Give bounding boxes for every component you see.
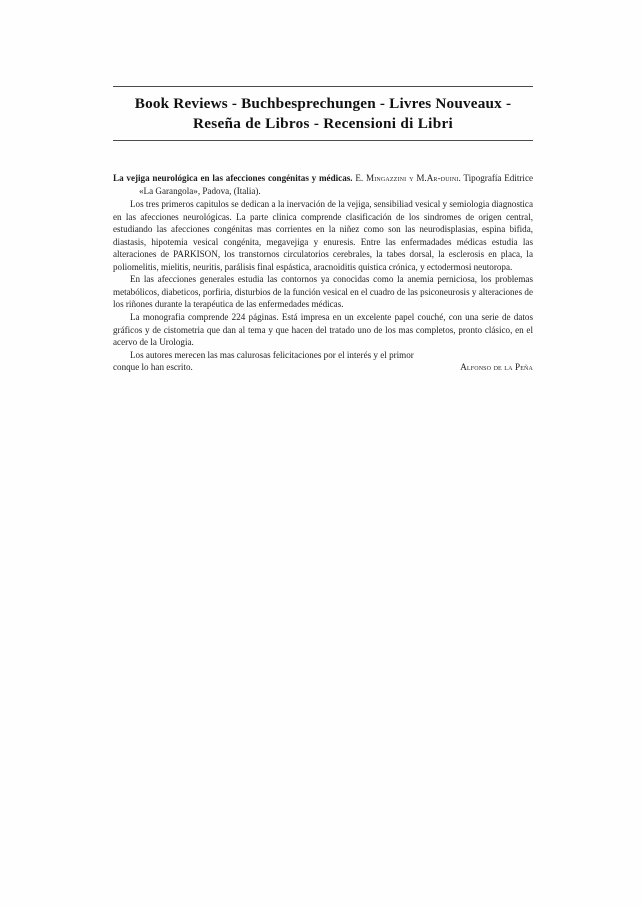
author-prefix: E. xyxy=(355,173,364,183)
page-title xyxy=(113,87,533,137)
masthead-line-1: Book Reviews - Buchbesprechungen - Livres Nouveaux - xyxy=(134,95,512,112)
masthead-line-2: Reseña de Libros - Recensioni di Libri xyxy=(192,114,454,132)
review-paragraph: La monografia comprende 224 páginas. Está impresa en un excelente papel couché, con una serie de datos gráficos y de cistometria que dan al tema y que hacen del tratado uno de los mas completos, pronto clásico, en el acervo de la Urologia. xyxy=(113,312,533,348)
review-closing-paragraph: Los autores merecen las mas calurosas felicitaciones por el interés y el primor xyxy=(130,349,414,360)
publisher-imprint: . Tipografía Editrice «La Garangola», Padova, (Italia). xyxy=(139,173,534,196)
header-rule-bottom xyxy=(113,140,533,141)
header-rule-top xyxy=(113,86,533,87)
author-conjunction: y xyxy=(409,173,414,183)
book-review-article xyxy=(113,172,533,374)
author-middle: M. xyxy=(416,173,427,183)
closing-line-with-signature xyxy=(113,361,533,374)
bibliographic-entry xyxy=(113,172,533,197)
author-name-2: Ar-duini xyxy=(426,173,459,183)
author-name-1: Mingazzini xyxy=(366,173,407,183)
page-content xyxy=(113,86,533,374)
review-paragraph: En las afecciones generales estudia las contornos ya conocidas como la anemia perniciosa, los problemas metabólicos, diabeticos, porfiria, disturbios de la función vesical en el cuadro de las psiconeurosis y alteraciones de los riñones durante la terapéutica de las enfermedades médicas. xyxy=(113,274,533,310)
review-paragraph: Los tres primeros capitulos se dedican a la inervación de la vejiga, sensibiliad vesical y semiologia diagnostica en las afecciones neurológicas. La parte clinica comprende clasificación de los sindromes de origen central, estudiando las afecciones congénitas mas corrientes en la niñez como son las neurodisplasias, espina bifida, diastasis, hipotemia vesical congénita, megavejiga y enuresis. Entre las enfermadades médicas estudia las alteraciones de PARKISON, los transtornos circulatorios cerebrales, la tabes dorsal, la esclerosis en placa, la poliomelitis, mielitis, neuritis, parálisis final espástica, aracnoiditis quistica crónica, y ectodermosi neutoropa. xyxy=(113,199,533,272)
review-book-title: La vejiga neurológica en las afecciones congénitas y médicas. xyxy=(113,173,353,183)
closing-tail-text: conque lo han escrito. xyxy=(113,362,193,373)
reviewer-signature: Alfonso de la Peña xyxy=(460,362,533,373)
